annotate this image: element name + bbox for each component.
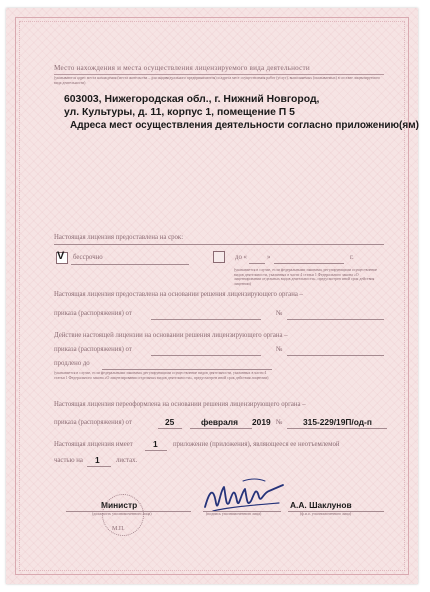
reissue-day: 25 bbox=[165, 417, 175, 427]
appendix-part-suffix: листах. bbox=[116, 457, 138, 464]
signer-name: А.А. Шаклунов bbox=[290, 500, 352, 510]
reissue-number: 315-229/19П/од-п bbox=[303, 417, 372, 427]
address-line-1: 603003, Нижегородская обл., г. Нижний Новгород, bbox=[64, 94, 320, 105]
until-mid: » bbox=[267, 254, 271, 261]
extension-order: приказа (распоряжения) от bbox=[54, 346, 132, 353]
term-underline bbox=[54, 244, 384, 245]
unlimited-underline bbox=[71, 264, 189, 265]
until-suffix: г. bbox=[350, 254, 354, 261]
basis-label: Настоящая лицензия предоставлена на основании решения лицензирующего органа – bbox=[54, 291, 303, 298]
appendix-part-prefix: частью на bbox=[54, 457, 83, 464]
unlimited-label: бессрочно bbox=[73, 254, 103, 261]
basis-num-line bbox=[287, 319, 384, 320]
header-title bbox=[54, 64, 384, 72]
position-note: (должность уполномоченного лица) bbox=[92, 512, 152, 516]
reissue-year: 2019 bbox=[252, 417, 271, 427]
stamp-label: М.П. bbox=[112, 526, 125, 532]
extension-label: Действие настоящей лицензии на основании решения лицензирующего органа – bbox=[54, 332, 288, 339]
extension-num: № bbox=[276, 346, 283, 353]
reissue-num-line bbox=[287, 428, 387, 429]
extension-num-line bbox=[287, 355, 384, 356]
address-line-3: Адреса мест осуществления деятельности согласно приложению(ям) bbox=[70, 120, 419, 131]
extension-extended: продлено до bbox=[54, 360, 90, 367]
until-checkbox[interactable] bbox=[213, 251, 225, 263]
appendix-count: 1 bbox=[153, 439, 158, 449]
extension-until-line bbox=[102, 369, 272, 370]
term-label: Настоящая лицензия предоставлена на срок: bbox=[54, 234, 184, 241]
license-sheet bbox=[6, 8, 418, 584]
extension-note: (указывается в случае, если федеральными законами, регулирующими осуществление видов деятельности, указанных в части 4 статьи 1 Федерального закона «О лицензировании отдельных видов деятельности», предусмотрен иной срок действия лицензии) bbox=[54, 371, 269, 380]
term-note: (указывается в случае, если федеральными законами, регулирующими осуществление видов деятельности, указанных в части 4 статьи 1 Федерального закона «О лицензировании отдельных видов деятельности», предусмотрен иной срок действия лицензии) bbox=[234, 268, 378, 286]
basis-order: приказа (распоряжения) от bbox=[54, 310, 132, 317]
unlimited-checkbox[interactable] bbox=[56, 252, 68, 264]
name-note: (ф.и.о. уполномоченного лица) bbox=[300, 512, 352, 516]
basis-num: № bbox=[276, 310, 283, 317]
extension-date-line bbox=[151, 355, 261, 356]
appendix-middle: приложение (приложения), являющееся ее неотъемлемой bbox=[173, 441, 340, 448]
appendix-prefix: Настоящая лицензия имеет bbox=[54, 441, 133, 448]
appendix-count-line bbox=[145, 450, 167, 451]
address-line-2: ул. Культуры, д. 11, корпус 1, помещение П 5 bbox=[64, 107, 295, 118]
signer-position: Министр bbox=[101, 500, 138, 510]
header-title-text: Место нахождения и места осуществления лицензируемого вида деятельности bbox=[54, 64, 310, 72]
until-month-line bbox=[274, 263, 344, 264]
header-underline bbox=[54, 74, 384, 75]
reissue-day-line bbox=[158, 428, 182, 429]
reissue-label: Настоящая лицензия переоформлена на основании решения лицензирующего органа – bbox=[54, 401, 306, 408]
until-day-line bbox=[249, 263, 265, 264]
address-block bbox=[64, 93, 319, 119]
reissue-order: приказа (распоряжения) от bbox=[54, 419, 132, 426]
appendix-sheets: 1 bbox=[95, 455, 100, 465]
reissue-month: февраля bbox=[201, 417, 239, 427]
checkbox-mark: V bbox=[57, 250, 65, 262]
signature-note: (подпись уполномоченного лица) bbox=[206, 512, 262, 516]
header-note: (указываются адрес места нахождения (места жительства – для индивидуального предпринимателя) и адреса мест осуществления работ (услуг), выполняемых (оказываемых) в составе лицензируемого вида деятельности) bbox=[54, 76, 381, 85]
appendix-sheets-line bbox=[87, 466, 111, 467]
reissue-month-line bbox=[190, 428, 252, 429]
until-prefix: до « bbox=[235, 254, 247, 261]
basis-date-line bbox=[151, 319, 261, 320]
reissue-num: № bbox=[276, 419, 283, 426]
